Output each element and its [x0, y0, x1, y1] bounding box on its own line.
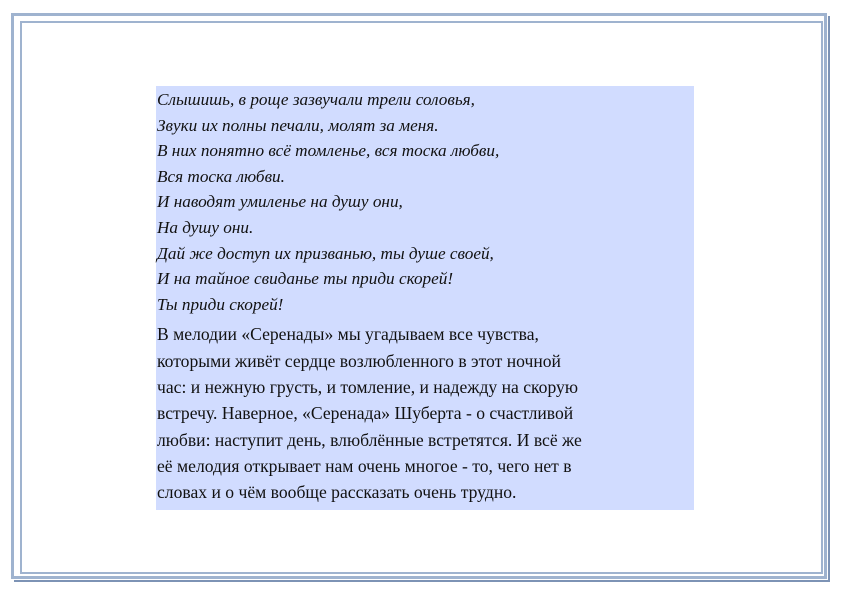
prose-line: любви: наступит день, влюблённые встретятся. И всё же: [157, 429, 582, 450]
poem-stanza: [157, 86, 690, 317]
prose-line: час: и нежную грусть, и томление, и надежду на скорую: [157, 376, 578, 397]
poem-line: И наводят умиленье на душу они,: [157, 192, 403, 212]
poem-line: Вся тоска любви.: [157, 166, 285, 186]
poem-line: Звуки их полны печали, молят за меня.: [157, 115, 439, 135]
prose-line: её мелодия открывает нам очень многое - то, чего нет в: [157, 455, 572, 476]
prose-line: которыми живёт сердце возлюбленного в этот ночной: [157, 350, 561, 371]
poem-line: В них понятно всё томленье, вся тоска любви,: [157, 141, 500, 161]
prose-paragraph: [157, 317, 690, 510]
text-block: [156, 86, 694, 510]
poem-line: Слышишь, в роще зазвучали трели соловья,: [157, 90, 475, 109]
poem-line: Ты приди скорей!: [157, 294, 284, 314]
prose-line: В мелодии «Серенады» мы угадываем все чувства,: [157, 324, 539, 345]
prose-line: словах и о чём вообще рассказать очень трудно.: [157, 482, 517, 503]
poem-line: И на тайное свиданье ты приди скорей!: [157, 269, 454, 289]
poem-line: Дай же доступ их призванью, ты душе своей,: [157, 243, 494, 263]
prose-line: встречу. Наверное, «Серенада» Шуберта - о счастливой: [157, 403, 574, 424]
poem-line: На душу они.: [157, 217, 254, 237]
